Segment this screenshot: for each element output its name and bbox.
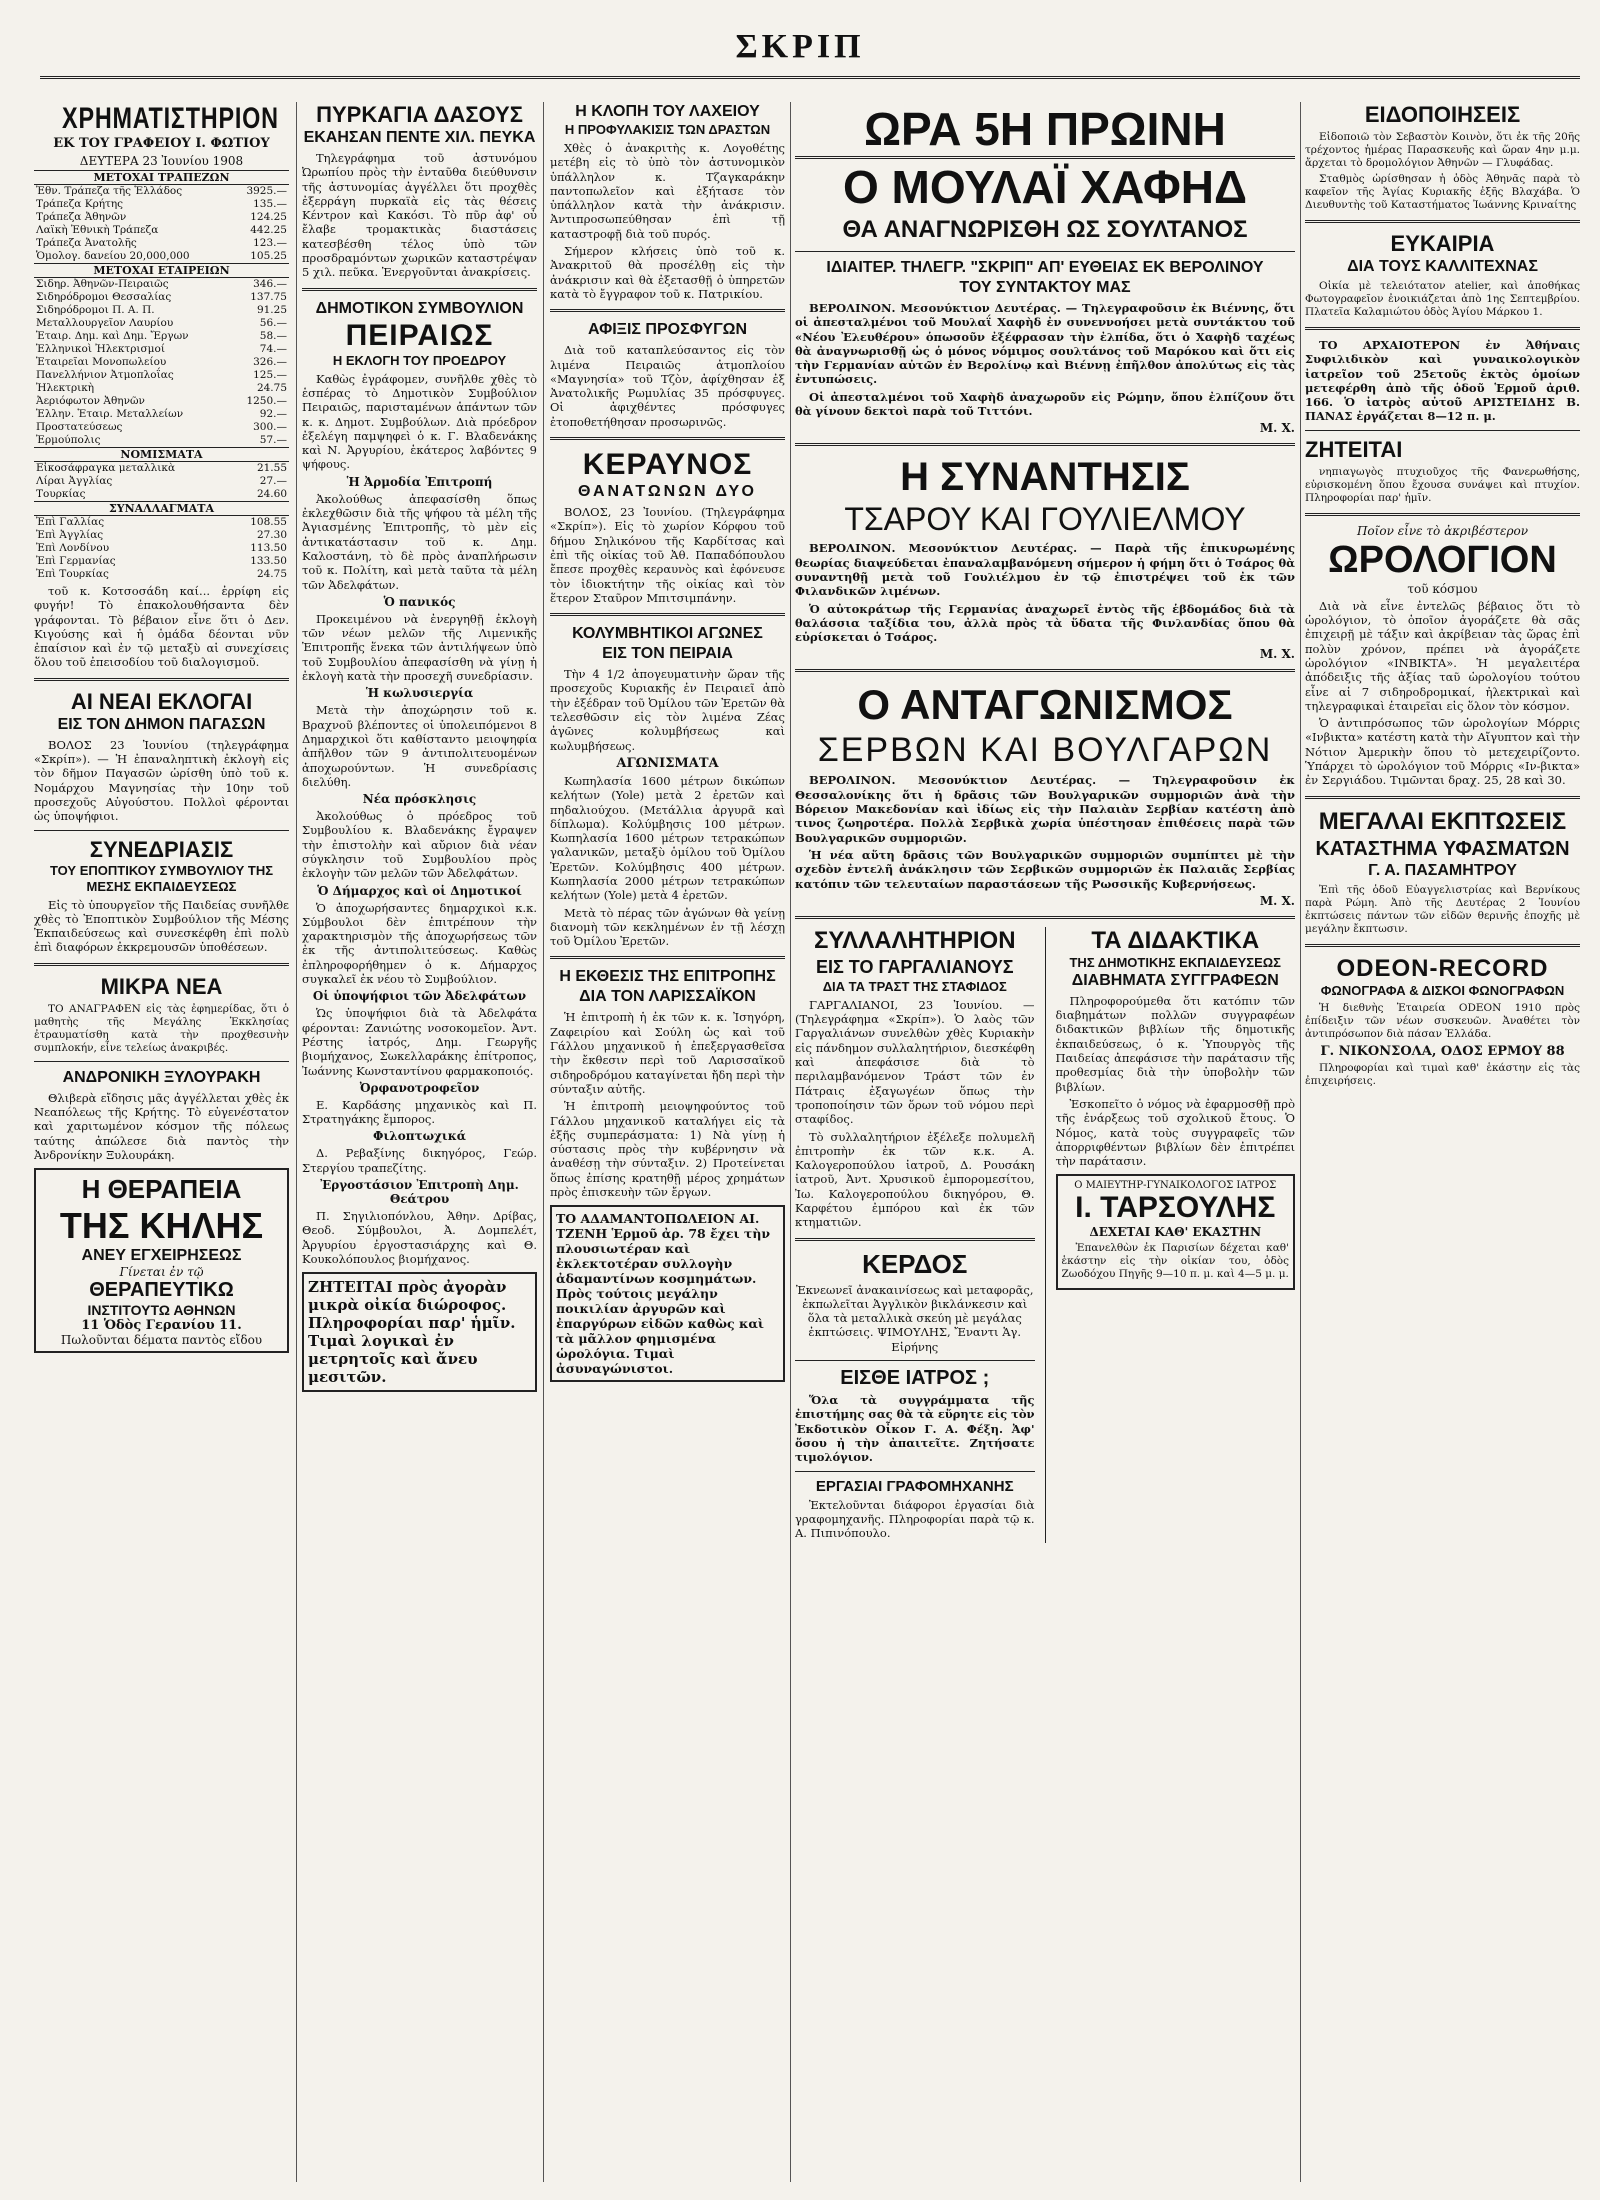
article-body: ΒΕΡΟΛΙΝΟΝ. Μεσονύκτιον Δευτέρας. — Τηλεγραφοῦσιν ἐκ Βιέννης, ὅτι οἱ ἀπεσταλμένοι τοῦ Μουλαΐ Χαφὴδ ἐν συνεννοήσει μετὰ συντάκτου τοῦ «Νέου Ἐλευθέρου» ὁπωσοῦν ἐξέφρασαν τὴν ἐλπίδα, ὅτι ὁ Χαφὴδ ταχέως θὰ ἀναγνωρισθῇ ὡς ὁ μόνος νόμιμος σουλτάνος τοῦ Μαρόκου καὶ ὅτι εἰς τὴν Γερμανίαν αὐτῶν ἐν Βερολίνῳ καὶ Βιέννῃ ἐπῆλθον ἀπολύτως εἰς τὰς ἐντυπώσεις.	[795, 301, 1295, 387]
stock-row	[34, 250, 289, 264]
article-body: Διὰ τοῦ καταπλεύσαντος εἰς τὸν λιμένα Πειραιῶς ἀτμοπλοίου «Μαγνησία» τοῦ Τζὸν, ἀφίχθησαν ἐξ Ἀνατολικῆς Ρωμυλίας 35 πρόσφυγες. Οἱ ἀφιχθέντες πρόσφυγες ἐτοποθετήθησαν προσωρινῶς.	[550, 343, 785, 429]
headline-fire: ΠΥΡΚΑΓΙΑ ΔΑΣΟΥΣ	[316, 102, 523, 127]
stock-name: Προστατεύσεως	[36, 421, 123, 433]
subhead-pion: Ποῖον εἶνε τὸ ἀκριβέστερον	[1356, 523, 1529, 538]
stock-name: Ἐπὶ Τουρκίας	[36, 568, 109, 580]
column-divider	[296, 102, 297, 2182]
stock-row	[34, 462, 289, 476]
subhead-rally: ΕΙΣ ΤΟ ΓΑΡΓΑΛΙΑΝΟΥΣ	[815, 956, 1014, 977]
headline-rally: ΣΥΛΛΑΛΗΤΗΡΙΟΝ	[813, 926, 1016, 954]
ad-line: 11 Ὁδὸς Γερανίου 11.	[81, 1318, 242, 1334]
article-body: Προκειμένου νὰ ἐνεργηθῇ ἐκλογὴ τῶν νέων μελῶν τῆς Λιμενικῆς Ἐπιτροπῆς ἕνεκα τῶν ἀντιλήψεων ὑπὸ τοῦ Συμβουλίου ἀπεφασίσθη νὰ γίνῃ ἡ ἐκλογὴ κατὰ τὴν προσεχῆ συνεδρίασιν.	[302, 611, 537, 684]
headline-andronikh: ΑΝΔΡΟΝΙΚΗ ΞΥΛΟΥΡΑΚΗ	[62, 1068, 261, 1086]
subhead-rologion: τοῦ κόσμου	[1407, 581, 1478, 596]
stock-row	[34, 317, 289, 330]
section-title: Ὀρφανοτροφεῖον	[359, 1080, 480, 1095]
article-body: ΒΟΛΟΣ 23 Ἰουνίου (τηλεγράφημα «Σκρίπ»). — Ἡ ἐπαναληπτικὴ ἐκλογὴ εἰς τὸν δῆμον Παγασῶν ὡρίσθη ὑπὸ τοῦ κ. Νομάρχου Μαγνησίας τὴν 10ην τοῦ προσεχοῦς Αὐγούστου. Πολλοὶ φέρονται ὡς ὑποψήφιοι.	[34, 737, 289, 824]
stock-row	[34, 211, 289, 224]
headline-dhmotikon: ΔΗΜΟΤΙΚΟΝ ΣΥΜΒΟΥΛΙΟΝ	[315, 299, 524, 317]
divider	[302, 288, 537, 291]
headline-theft: Η ΚΛΟΠΗ ΤΟΥ ΛΑΧΕΙΟΥ	[575, 103, 760, 120]
column-3	[550, 102, 785, 2182]
ad-iatros-title: ΕΙΣΘΕ ΙΑΤΡΟΣ ;	[840, 1367, 990, 1390]
ad-adamantopoleion: ΤΟ ΑΔΑΜΑΝΤΟΠΩΛΕΙΟΝ ΑΙ. ΤΖΕΝΗ Ἑρμοῦ ἀρ. 78 ἔχει τὴν πλουσιωτέραν καὶ ἐκλεκτοτέραν συλλογὴν ἀδαμαντίνων κοσμημάτων. Πρὸς τούτοις μεγάλην ποικιλίαν ἀργυρῶν καὶ ἐπαργύρων εἰδῶν καθὼς καὶ τὰ μᾶλλον φημισμένα ὡρολόγια. Τιμαὶ ἀσυναγώνιστοι.	[550, 1205, 785, 1382]
ad-kerdos-title: ΚΕΡΔΟΣ	[862, 1248, 968, 1279]
article-body: Δ. Ρεβαξίνης δικηγόρος, Γεώρ. Στεργίου τραπεζίτης.	[302, 1146, 537, 1175]
ad-grafo-body: Ἐκτελοῦνται διάφοροι ἐργασίαι διὰ γραφομηχανῆς. Πληροφορίαι παρὰ τῷ κ. Α. Πιπινόπουλο.	[795, 1497, 1035, 1541]
article-body: Εἰς τὸ ὑπουργεῖον τῆς Παιδείας συνῆλθε χθὲς τὸ Ἐποπτικὸν Συμβούλιον τῆς Μέσης Ἐκπαιδεύσεως καὶ συνεσκέφθη ἐπὶ πολὺ ἐπὶ διαφόρων ἐκκρεμουσῶν ὑποθέσεων.	[34, 897, 289, 955]
stock-name: Εἰκοσάφραγκα μεταλλικὰ	[36, 462, 176, 474]
column-divider	[543, 102, 544, 2182]
article-body: Ἀκολούθως ἀπεφασίσθη ὅπως ἐκλεχθῶσιν διὰ τῆς ψήφου τὰ μέλη τῆς Ἀγιασμένης Ἐπιτροπῆς, τὸ μὲν εἰς ἀντικατάστασιν τοῦ κ. Δημ. Καλοστάνη, τὸ δὲ πρὸς ἀναπλήρωσιν τοῦ κ. Πολίτη, καὶ μετὰ ταῦτα τὰ μέλη τῶν Ἀδελφάτων.	[302, 491, 537, 592]
stock-value: 58.—	[259, 330, 287, 342]
divider	[1305, 220, 1580, 223]
stock-value: 108.55	[250, 516, 287, 528]
article-body: Ὁ αὐτοκράτωρ τῆς Γερμανίας ἀναχωρεῖ ἐντὸς τῆς ἑβδομάδος διὰ τὰ θαλάσσια ταξίδια του, ἀλλὰ πρὸς τὰ ὕδατα τῆς Φινλανδίας ὅπου θὰ εὑρίσκεται ὁ Τσάρος.	[795, 601, 1295, 645]
stock-value: 24.75	[256, 568, 287, 580]
article-body: Μετὰ τὸ πέρας τῶν ἀγώνων θὰ γείνῃ διανομὴ τῶν κεκλημένων ἐν τῇ λέσχῃ τοῦ Ὀμίλου Ἐρετῶν.	[550, 905, 785, 949]
stock-name: Ἐπὶ Γαλλίας	[36, 516, 105, 528]
subhead-exchange: ΕΚ ΤΟΥ ΓΡΑΦΕΙΟΥ Ι. ΦΩΤΙΟΥ	[53, 136, 270, 151]
divider	[795, 669, 1295, 672]
headline-swim: ΚΟΛΥΜΒΗΤΙΚΟΙ ΑΓΩΝΕΣ	[572, 625, 763, 643]
stock-value: 56.—	[259, 317, 287, 329]
article-body: Τὴν 4 1/2 ἀπογευματινὴν ὥραν τῆς προσεχοῦς Κυριακῆς ἐν Πειραιεῖ ἀπὸ τὴν ἐξέδραν τοῦ Ὀμίλου τῶν Ἐρετῶν θὰ τελεσθῶσιν εἰς τὸν λιμένα Ζέας ἀγῶνες κολυμβήσεως καὶ κωλυμβήσεως.	[550, 667, 785, 753]
exchange-date: ΔΕΥΤΕΡΑ 23 Ἰουνίου 1908	[79, 154, 244, 168]
subhead-theft: Η ΠΡΟΦΥΛΑΚΙΣΙΣ ΤΩΝ ΔΡΑΣΤΩΝ	[564, 122, 771, 137]
stock-value: 21.55	[256, 462, 287, 474]
subhead-eukairia: ΔΙΑ ΤΟΥΣ ΚΑΛΛΙΤΕΧΝΑΣ	[1347, 258, 1538, 275]
ad-arxaioteron: ΤΟ ΑΡΧΑΙΟΤΕΡΟΝ ἐν Ἀθήναις Συφιλιδικὸν καὶ γυναικολογικὸν ἰατρεῖον τοῦ 25ετοῦς ἐκτὸς ὁμοίων μετεφέρθη ἀπὸ τῆς ὁδοῦ Ἑρμοῦ ἀριθ. 166. Ὁ ἰατρὸς αὐτοῦ ΑΡΙΣΤΕΙΔΗΣ Β. ΠΑΝΑΣ ἐργάζεται 8—12 π. μ.	[1305, 338, 1580, 424]
headline-didaktika: ΤΑ ΔΙΔΑΚΤΙΚΑ	[1091, 926, 1260, 954]
divider	[550, 309, 785, 312]
ad-kerdos-body: Ἐκνεωνεῖ ἀνακαινίσεως καὶ μεταφορᾶς, ἐκπωλεῖται Ἀγγλικὸν βικλάνκεσιν καὶ ὅλα τὰ μεταλλικὰ σκεύη μὲ μεγάλας ἐκπτώσεις. ΨΙΜΟΥΛΗΣ, Ἔναντι Ἁγ. Εἰρήνης	[796, 1282, 1034, 1354]
article-body: ΒΕΡΟΛΙΝΟΝ. Μεσονύκτιον Δευτέρας. — Παρὰ τῆς ἐπικυρωμένης θεωρίας διαψεύδεται ἐπαναλαμβανόμενη σήμερον ἡ φήμη ὅτι ὁ Τσάρος θὰ συναντηθῇ μετὰ τοῦ Γουλιέλμου ἐν τῷ ἐπιστρέψει τοῦ ἐκ τῶν Φιλανδικῶν λιμένων.	[795, 541, 1295, 599]
stock-name: Ἠλεκτρικὴ	[36, 382, 95, 394]
stock-name: Ἑλλην. Ἑταιρ. Μεταλλείων	[36, 408, 184, 420]
stock-row	[34, 395, 289, 408]
stock-name: Τράπεζα Κρήτης	[36, 198, 124, 210]
article-body: Χθὲς ὁ ἀνακριτὴς κ. Λογοθέτης μετέβη εἰς τὸ ὑπὸ τὸν ἀστυνομικὸν ὑπάλληλον κ. Τζαγκαράκην παντοπωλεῖον καὶ ἐξήτασε τὸν ὑπάλληλον κατὰ τὴν ἀνάκρισιν. Ἀντιπροσωπεύθησαν ἐπὶ τῇ καταστροφῇ διὰ τοῦ πυρός.	[550, 141, 785, 241]
article-body: Διὰ νὰ εἶνε ἐντελῶς βέβαιος ὅτι τὸ ὡρολόγιον, τὸ ὁποῖον ἀγοράζετε θὰ σᾶς ἐπιχειρῇ μὲ τάξιν καὶ ἀκρίβειαν τὰς ὥρας ἐπὶ πολὺν χρόνον, πρέπει νὰ ἀγοράζετε ὡρολόγιον «ΙΝΒΙΚΤΑ». Ἡ μεγαλειτέρα ἀπόδειξις τῆς ἀξίας ταῦ ὡρολογίου τούτου εἶνε αἱ 7 σιδηροδρομικαί, ἠλεκτρικαὶ καὶ τηλεγραφικαὶ ἑταιρεῖαι εἰς ὅλον τὸν κόσμον.	[1305, 598, 1580, 713]
stock-row	[34, 330, 289, 343]
article-body: ΒΕΡΟΛΙΝΟΝ. Μεσονύκτιον Δευτέρας. — Τηλεγραφοῦσιν ἐκ Θεσσαλονίκης ὅτι ἡ δρᾶσις τῶν Βουλγαρικῶν συμμοριῶν ἀνὰ τὴν Βόρειον Μακεδονίαν καὶ ἰδίως εἰς τὴν Παλαιὰν Σερβίαν κατέστη ἀπὸ τινος ζωηροτέρα. Πολλὰ Σερβικὰ χωρία ὑπέστησαν ἐπιθέσεις παρὰ τῶν Βουλγαρικῶν συμμοριῶν.	[795, 773, 1295, 845]
stock-value: 133.50	[250, 555, 287, 567]
stock-value: 27.—	[259, 475, 287, 487]
stock-row	[34, 185, 289, 199]
divider	[1305, 327, 1580, 330]
stock-table	[34, 170, 289, 581]
stock-name: Μεταλλουργεῖον Λαυρίου	[36, 317, 174, 329]
signature: Μ. Χ.	[1259, 647, 1295, 662]
article-body: Ἐπὶ τῆς ὁδοῦ Εὐαγγελιστρίας καὶ Βερνίκους παρὰ Ρώμη. Ἀπὸ τῆς Δευτέρας 2 Ἰουνίου ἐκπτώσεις πάντων τῶν εἰδῶν θερινῆς ἐποχῆς μὲ μεγάλην ἔκπτωσιν.	[1305, 883, 1580, 935]
headline-katastima: ΚΑΤΑΣΤΗΜΑ ΥΦΑΣΜΑΤΩΝ	[1315, 837, 1570, 860]
telegram-tag: ΤΟΥ ΣΥΝΤΑΚΤΟΥ ΜΑΣ	[959, 279, 1131, 296]
signature: Μ. Χ.	[1259, 893, 1295, 908]
article-body: Πληροφορίαι καὶ τιμαὶ καθ' ἑκάστην εἰς τὰς ἐπιχειρήσεις.	[1305, 1061, 1580, 1087]
divider	[795, 251, 1295, 252]
divider	[1305, 944, 1580, 947]
stock-value: 442.25	[250, 224, 287, 236]
subhead-ekthesis: ΔΙΑ ΤΟΝ ΛΑΡΙΣΣΑΪΚΟΝ	[579, 988, 756, 1006]
stock-name: Λίραι Ἀγγλίας	[36, 475, 113, 487]
stock-section-header	[34, 448, 289, 462]
section-title: Φιλοπτωχικά	[373, 1129, 466, 1144]
article-body: Ἡ ἐπιτροπὴ μειοψηφούντος τοῦ Γάλλου μηχανικοῦ καταλήγει εἰς τὰ ἑξῆς συμπεράσματα: 1) Νὰ γίνῃ ἡ σύστασις πρὸς τὴν κυβέρνησιν νὰ ἀναθέσῃ τὴν σύνταξιν. 2) Προτείνεται ὅπως ἐπίσης κρατηθῇ μέρος χρημάτων πρὸς ἐπισκευὴν τῶν ἔργων.	[550, 1099, 785, 1200]
headline-eukairia: ΕΥΚΑΙΡΙΑ	[1390, 231, 1495, 256]
sub-column-left	[795, 927, 1035, 1544]
ad-iatros-body: Ὅλα τὰ συγγράμματα τῆς ἐπιστήμης σας θὰ τὰ εὕρητε εἰς τὸν Ἐκδοτικὸν Οἶκον Γ. Α. Φέξη. Ἀφ' ὅσου ἠ τὴν ἀπαιτεῖτε. Ζητήσατε τιμολόγιον.	[795, 1393, 1035, 1465]
stock-name: Τράπεζα Ἀνατολῆς	[36, 237, 137, 249]
ad-line: Γίνεται ἐν τῷ	[119, 1265, 204, 1280]
stock-row	[34, 278, 289, 292]
stock-row	[34, 542, 289, 555]
article-body: Οἰκία μὲ τελειότατον atelier, καὶ ἀποθήκας Φωτογραφεῖον ἐνοικιάζεται ἀπὸ 1ης Σεπτεμβρίου. Πλατεῖα Καλαμιώτου ὁδὸς Ἁγίου Μάρκου 1.	[1305, 280, 1580, 318]
stock-row	[34, 237, 289, 250]
headline-meeting: Η ΣΥΝΑΝΤΗΣΙΣ	[900, 455, 1190, 500]
stock-name: Σιδηρόδρομοι Θεσσαλίας	[36, 291, 172, 303]
column-divider	[1300, 102, 1301, 2182]
stock-name: Ἑλληνικοὶ Ἠλεκτρισμοί	[36, 343, 165, 355]
divider	[34, 830, 289, 831]
stock-row	[34, 356, 289, 369]
stock-name: Τράπεζα Ἀθηνῶν	[36, 211, 127, 223]
headline-odeon: ODEON-RECORD	[1336, 954, 1549, 982]
stock-name: Σιδηρ. Ἀθηνῶν-Πειραιῶς	[36, 278, 169, 290]
stock-name: Πανελλήνιον Ἀτμοπλοΐας	[36, 369, 174, 381]
ad-line: Ι. ΤΑΡΣΟΥΛΗΣ	[1075, 1191, 1276, 1225]
stock-row	[34, 475, 289, 488]
article-body: Κωπηλασία 1600 μέτρων δικώπων κελήτων (Yole) μετὰ 2 ἐρετῶν καὶ πηδαλιούχου. (Μετάλλια ἀργυρᾶ καὶ δίπλωμα). Κολύμβησις 100 μέτρων. Κωπηλασία 1600 μέτρων τετρακώπων γαλανικῶν, μεταξὺ ὁμίλου τοῦ Ὀμίλου Ἐρετῶν. Κολύμβησις 400 μέτρων. Κωπηλασία 2000 μέτρων τετρακώπων κελήτων (Yole) μετὰ 4 ἐρετῶν.	[550, 773, 785, 903]
stock-value: 92.—	[259, 408, 287, 420]
headline-elections: ΑΙ ΝΕΑΙ ΕΚΛΟΓΑΙ	[70, 688, 253, 714]
divider	[795, 1238, 1035, 1241]
stock-name: Ἐπὶ Λονδίνου	[36, 542, 110, 554]
sub-column-right	[1045, 927, 1296, 1544]
article-body: Τὸ συλλαλητήριον ἐξέλεξε πολυμελῆ ἐπιτροπὴν ἐκ τῶν κ.κ. Α. Καλογεροπούλου ἰατροῦ, Δ. Ρουσάκη ἰατροῦ, Ἀντ. Χρυσικοῦ ἐμπορομεσίτου, Ἰω. Καλογεροπούλου δικηγόρου, Θ. Καρφέτου ἐμπόρου καὶ ἐκ τῶν κτηματιῶν.	[795, 1129, 1035, 1230]
article-body: Ε. Καρδάσης μηχανικὸς καὶ Π. Στρατηγάκης ἔμπορος.	[302, 1097, 537, 1127]
column-5	[1305, 102, 1580, 2182]
stock-row	[34, 421, 289, 434]
headline-ekthesis: Η ΕΚΘΕΣΙΣ ΤΗΣ ΕΠΙΤΡΟΠΗΣ	[559, 968, 776, 986]
divider	[1305, 513, 1580, 516]
stock-row	[34, 224, 289, 237]
masthead-title: ΣΚΡΙΠ	[735, 28, 865, 65]
masthead-rule	[40, 76, 1580, 79]
article-body: Θλιβερὰ εἴδησις μᾶς ἀγγέλλεται χθὲς ἐκ Νεαπόλεως τῆς Κρήτης. Τὸ εὐγενέστατον καὶ χαριτωμένον κόσμον τῆς πόλεως ταύτης ἀπώλεσε διὰ παντὸς τὴν Ἀνδρονίκην Ξυλουράκη.	[34, 1090, 289, 1162]
divider	[34, 678, 289, 681]
stock-name: Ἀεριόφωτον Ἀθηνῶν	[36, 395, 145, 407]
stock-name: Ὁμολογ. δανείου 20,000,000	[36, 250, 190, 262]
stock-value: 135.—	[253, 198, 287, 210]
headline-peiraiws: ΠΕΙΡΑΙΩΣ	[345, 318, 494, 352]
two-column-block	[795, 927, 1295, 1544]
section-title: ΑΓΩΝΙΣΜΑΤΑ	[616, 755, 719, 771]
stock-row	[34, 408, 289, 421]
divider	[795, 1360, 1035, 1361]
ad-line: ΙΝΣΤΙΤΟΥΤΩ ΑΘΗΝΩΝ	[87, 1302, 236, 1319]
stock-row	[34, 291, 289, 304]
ad-zhteitai: ΖΗΤΕΙΤΑΙ πρὸς ἀγορὰν μικρὰ οἰκία διώροφος. Πληροφορίαι παρ' ἡμῖν. Τιμαὶ λογικαὶ ἐν μετρητοῖς καὶ ἄνευ μεσιτῶν.	[302, 1272, 537, 1392]
stock-value: 346.—	[253, 278, 287, 290]
stock-row	[34, 382, 289, 395]
telegram-tag: ΙΔΙΑΙΤΕΡ. ΤΗΛΕΓΡ. "ΣΚΡΙΠ" ΑΠ' ΕΥΘΕΙΑΣ ΕΚ ΒΕΡΟΛΙΝΟΥ	[826, 259, 1264, 276]
ad-body: Ἐπανελθὼν ἐκ Παρισίων δέχεται καθ' ἑκάστην εἰς τὴν οἰκίαν του, ὁδὸς Ζωοδόχου Πηγῆς 9—10 π. μ. καὶ 4—5 μ. μ.	[1061, 1242, 1289, 1281]
section-title: Ἡ κωλυσιεργία	[365, 686, 474, 701]
stock-row	[34, 568, 289, 581]
divider	[795, 443, 1295, 446]
subhead-swim: ΕΙΣ ΤΟΝ ΠΕΙΡΑΙΑ	[602, 645, 733, 663]
subhead-katastima: Γ. Α. ΠΑΣΑΜΗΤΡΟΥ	[1368, 861, 1517, 879]
subhead-didaktika: ΤΗΣ ΔΗΜΟΤΙΚΗΣ ΕΚΠΑΙΔΕΥΣΕΩΣ	[1069, 954, 1281, 970]
stock-value: 113.50	[250, 542, 287, 554]
stock-value: 1250.—	[246, 395, 287, 407]
stock-value: 300.—	[253, 421, 287, 433]
headline-ekptwseis: ΜΕΓΑΛΑΙ ΕΚΠΤΩΣΕΙΣ	[1318, 807, 1567, 835]
article-body: Ἐσκοπεῖτο ὁ νόμος νὰ ἐφαρμοσθῇ πρὸ τῆς ἐνάρξεως τοῦ σχολικοῦ ἔτους. Ὁ Νόμος, κατὰ τοὺς συγγραφεῖς τῶν ἀπορριφθέντων βιβλίων δὲν ἐπιτρέπει τὴν παράτασιν.	[1055, 1096, 1295, 1169]
stock-value: 91.25	[256, 304, 287, 316]
stock-section-header	[34, 171, 289, 185]
stock-row	[34, 516, 289, 530]
stock-section-label: ΜΕΤΟΧΑΙ ΤΡΑΠΕΖΩΝ	[34, 171, 289, 185]
stock-value: 326.—	[253, 356, 287, 368]
stock-name: Σιδηρόδρομοι Π. Α. Π.	[36, 304, 155, 316]
section-title: Οἱ ὑποψήφιοι τῶν Ἀδελφάτων	[312, 989, 527, 1004]
article-body: Καθὼς ἐγράφομεν, συνῆλθε χθὲς τὸ ἑσπέρας τὸ Δημοτικὸν Συμβούλιον Πειραιῶς, παρισταμένων ἁπάντων τῶν κ. κ. Δημοτ. Συμβούλων. Διὰ πρόεδρον ἐξελέγη παμψηφεὶ ὁ κ. Γ. Βλαδενάκης καὶ Ν. Ἀργυρίου, ἑκάτερος λαβόντες 9 ψήφους.	[302, 371, 537, 472]
headline-eidop: ΕΙΔΟΠΟΙΗΣΕΙΣ	[1364, 102, 1521, 127]
subhead-ekloge: Η ΕΚΛΟΓΗ ΤΟΥ ΠΡΟΕΔΡΟΥ	[332, 352, 507, 368]
divider	[795, 1471, 1035, 1472]
ad-therapeia	[34, 1168, 289, 1353]
ad-line: Ο ΜΑΙΕΥΤΗΡ-ΓΥΝΑΙΚΟΛΟΓΟΣ ΙΑΤΡΟΣ	[1074, 1180, 1277, 1192]
stock-value: 125.—	[253, 369, 287, 381]
headline-antagonismos: Ο ΑΝΤΑΓΩΝΙΣΜΟΣ	[857, 681, 1233, 729]
headline-exchange: ΧΡΗΜΑΤΙΣΤΗΡΙΟΝ	[62, 102, 279, 135]
stock-section-label: ΝΟΜΙΣΜΑΤΑ	[34, 448, 289, 462]
divider	[34, 963, 289, 966]
divider	[34, 1061, 289, 1062]
stock-section-header	[34, 502, 289, 516]
headline-zhteitai: ΖΗΤΕΙΤΑΙ	[1305, 436, 1403, 462]
headline-council: ΣΥΝΕΔΡΙΑΣΙΣ	[89, 836, 234, 862]
divider	[795, 916, 1295, 919]
stock-value: 24.60	[256, 488, 287, 500]
stock-row	[34, 369, 289, 382]
column-4	[795, 102, 1295, 2182]
subhead-council: ΤΟΥ ΕΠΟΠΤΙΚΟΥ ΣΥΜΒΟΥΛΙΟΥ ΤΗΣ ΜΕΣΗΣ ΕΚΠΑΙΔΕΥΣΕΩΣ	[49, 862, 274, 894]
column-2	[302, 102, 537, 2182]
stock-name: Ἑταιρεῖαι Μονοπωλείου	[36, 356, 167, 368]
stock-name: Λαϊκὴ Ἐθνικὴ Τράπεζα	[36, 224, 159, 236]
stock-row	[34, 198, 289, 211]
headline-rologion: ΩΡΟΛΟΓΙΟΝ	[1328, 538, 1557, 581]
kicker-5am: ΩΡΑ 5Η ΠΡΩΙΝΗ	[795, 102, 1295, 159]
divider	[550, 956, 785, 959]
stock-name: Ἑταιρ. Δημ. καὶ Δημ. Ἔργων	[36, 330, 189, 342]
section-title: Ὁ πανικός	[383, 594, 456, 609]
article-body: ΒΟΛΟΣ, 23 Ἰουνίου. (Τηλεγράφημα «Σκρίπ»). Εἰς τὸ χωρίον Κόρφου τοῦ δήμου Σηλικόνου τῆς Καρδίτσας καὶ ἐπὶ τῆς οἰκίας τοῦ Ἀθ. Παπαδόπουλου ἔπεσε προχθὲς κεραυνὸς καὶ ἐφόνευσε τὸν ἰδιοκτήτην τῆς οἰκίας καὶ τὸν ἕτερον Σταῦρον Μπιτσιμπάνην.	[550, 505, 785, 605]
divider	[1305, 796, 1580, 799]
article-body: νηπιαγωγὸς πτυχιοῦχος τῆς Φανερωθήσης, εὑρισκομένη ὅπου ἔχουσα συνάψει καὶ πτυχίον. Πληροφορίαι παρ' ἡμῖν.	[1305, 465, 1580, 504]
stock-value: 24.75	[256, 382, 287, 394]
stock-row	[34, 434, 289, 448]
stock-name: Ἐρμούπολις	[36, 434, 101, 446]
stock-value: 137.75	[250, 291, 287, 303]
section-title: Ἡ Ἀρμοδία Ἐπιτροπή	[346, 474, 493, 489]
ad-line: ΘΕΡΑΠΕΥΤΙΚΩ	[89, 1279, 234, 1302]
ad-line: Η ΘΕΡΑΠΕΙΑ	[81, 1174, 242, 1205]
article-body: Ἡ νέα αὕτη δρᾶσις τῶν Βουλγαρικῶν συμμοριῶν συμπίπτει μὲ τὴν σχεδὸν ἐντελῆ ἀνάκλησιν τῶν Σερβικῶν συμμοριῶν ἐκ Παλαιᾶς Σερβίας κατόπιν τῶν τελευταίων παραστάσεων τῆς Ρωσσικῆς Κυβερνήσεως.	[795, 847, 1295, 891]
section-title: Νέα πρόσκλησις	[362, 792, 477, 807]
article-body: Ὡς ὑποψήφιοι διὰ τὰ Ἀδελφάτα φέρονται: Ζανιώτης νοσοκομεῖον. Ἀντ. Ρέστης ἰατρός, Δημ. Γεωργῆς βιομήχανος, Σωκελλαράκης ἐπίτροπος, Ἰωάννης Κωνσταντίνου φαρμακοποιός.	[302, 1006, 537, 1078]
odeon-address: Γ. ΝΙΚΟΝΣΟΛΑ, ΟΔΟΣ ΕΡΜΟΥ 88	[1320, 1043, 1565, 1059]
ad-line: ΑΝΕΥ ΕΓΧΕΙΡΗΣΕΩΣ	[81, 1247, 242, 1265]
ad-tarsoulis	[1056, 1174, 1296, 1290]
article-body: Μετὰ τὴν ἀποχώρησιν τοῦ κ. Βραχνοῦ βλέποντες οἱ ὑπολειπόμενοι 8 Δημαρχικοὶ ὅτι καθίσταντο μειοψηφία ἀπῆλθον τῶν 9 ἀντιπολιτευομένων ἀποχωρούντων. Ἡ συνεδρίασις διελύθη.	[302, 703, 537, 789]
section-title: Ἐργοστάσιον Ἐπιτροπὴ Δημ. Θεάτρου	[320, 1178, 519, 1207]
ad-line: Πωλοῦνται δέματα παντὸς εἴδου	[60, 1333, 263, 1348]
stock-value: 27.30	[256, 529, 287, 541]
subhead-didaktika-2: ΔΙΑΒΗΜΑΤΑ ΣΥΓΓΡΑΦΕΩΝ	[1071, 971, 1279, 989]
article-body: ΤΟ ΑΝΑΓΡΑΦΕΝ εἰς τὰς ἐφημερίδας, ὅτι ὁ μαθητὴς τῆς Μεγάλης Ἐκκλησίας ἐτραυματίσθη κατὰ τὴν προχθεσινὴν συμπλοκήν, εἶνε τελείως ἀνακριβές.	[34, 1002, 289, 1054]
stock-name: Ἐπὶ Γερμανίας	[36, 555, 116, 567]
stock-name: Ἐθν. Τράπεζα τῆς Ἑλλάδος	[36, 185, 183, 197]
stock-value: 105.25	[250, 250, 287, 262]
stock-row	[34, 529, 289, 542]
ad-line: ΔΕΧΕΤΑΙ ΚΑΘ' ΕΚΑΣΤΗΝ	[1089, 1225, 1262, 1240]
article-body: Ἡ ἐπιτροπὴ ἡ ἐκ τῶν κ. κ. Ἰσηγόρη, Ζαφειρίου καὶ Σούλη ὡς καὶ τοῦ Γάλλου μηχανικοῦ ἡ ἐπεξεργασθεῖσα τὴν ἔκθεσιν περὶ τοῦ Λαρισσαϊκοῦ σιδηροδρόμου καταγίνεται ἤδη περὶ τὴν σύνταξιν αὐτῆς.	[550, 1010, 785, 1096]
stock-value: 3925.—	[246, 185, 287, 197]
stock-row	[34, 555, 289, 568]
article-body: Ἡ διεθνὴς Ἑταιρεία ODEON 1910 πρὸς ἐπίδειξιν τῶν νέων συσκευῶν. Ἀναθέτει τὸν ἀντιπρόσωπον διὰ πάσαν Ἑλλάδα.	[1305, 1001, 1580, 1040]
stock-section-label: ΣΥΝΑΛΛΑΓΜΑΤΑ	[34, 502, 289, 516]
column-1	[34, 102, 289, 2182]
column-divider	[790, 102, 791, 2182]
newspaper-page	[20, 10, 1580, 2190]
article-body: Σήμερον κλήσεις ὑπὸ τοῦ κ. Ἀνακριτοῦ θὰ προσέλθῃ εἰς τὴν ἀνάκρισιν καὶ θὰ ἐξετασθῇ ὁ ὑπηρετῶν κατὰ τὸ ἔγγραφον τοῦ κ. Πατρικίου.	[550, 244, 785, 301]
article-body: ΓΑΡΓΑΛΙΑΝΟΙ, 23 Ἰουνίου. — (Τηλεγράφημα «Σκρίπ»). Ὁ λαὸς τῶν Γαργαλιάνων συνελθὼν χθὲς Κυριακὴν εἰς πάνδημον συλλαλητήριον, διεσκέφθη καὶ ἀπεφάσισε διὰ τὸ περιλαμβανόμενον Τράστ τῶν ἐν Πάτραις ἐξαγωγέων ὅπως τὴν τροποποίησιν τῶν ὅρων τοῦ νόμου περὶ σταφίδος.	[795, 997, 1035, 1127]
signature: Μ. Χ.	[1259, 421, 1295, 436]
subhead-fire: ΕΚΑΗΣΑΝ ΠΕΝΤΕ ΧΙΛ. ΠΕΥΚΑ	[303, 129, 536, 146]
stock-name: Τουρκίας	[36, 488, 86, 500]
stock-value: 123.—	[253, 237, 287, 249]
stock-section-label: ΜΕΤΟΧΑΙ ΕΤΑΙΡΕΙΩΝ	[34, 264, 289, 278]
divider	[550, 437, 785, 440]
article-body: Ὁ ἀποχωρήσαντες δημαρχικοὶ κ.κ. Σύμβουλοι δὲν ἐπιτρέπουν τὴν χαρακτηρισμὸν τῆς ἀποχωρήσεως τῶν ἐκ τῆς ἀντιπολιτεύσεως. Καθὼς ἐπληροφορήθημεν ὁ κ. Δήμαρχος συγκαλεῖ ἐκ νέου τὸ Συμβούλιον.	[302, 900, 537, 987]
stock-section-header	[34, 264, 289, 278]
divider	[550, 613, 785, 616]
headline-refugees: ΑΦΙΞΙΣ ΠΡΟΣΦΥΓΩΝ	[587, 321, 748, 339]
stock-row	[34, 304, 289, 317]
article-body: Π. Σηγιλιοπόνλου, Ἀθην. Δρίβας, Θεοδ. Σύμβουλοι, Ἀ. Δομπελέτ, Ἀργυρίου ἐργοστασιάρχης καὶ Θ. Κουκολόπουλος βιομήχανος.	[302, 1209, 537, 1266]
subhead-elections: ΕΙΣ ΤΟΝ ΔΗΜΟΝ ΠΑΓΑΣΩΝ	[57, 715, 266, 733]
subhead-rally-2: ΔΙΑ ΤΑ ΤΡΑΣΤ ΤΗΣ ΣΤΑΦΙΔΟΣ	[822, 978, 1007, 994]
section-title: Ὁ Δήμαρχος καὶ οἱ Δημοτικοί	[317, 883, 522, 898]
stock-value: 57.—	[259, 434, 287, 446]
article-body: Εἰδοποιῶ τὸν Σεβαστὸν Κοινὸν, ὅτι ἐκ τῆς 20ῆς τρέχοντος ἡμέρας Παρασκευῆς καὶ ὥραν 4ην μ.μ. ἄρχεται τὸ δρομολόγιον Ἀθηνῶν — Γλυφάδας.	[1305, 131, 1580, 169]
stock-name: Ἐπὶ Ἀγγλίας	[36, 529, 104, 541]
stock-row	[34, 343, 289, 356]
headline-mikra-nea: ΜΙΚΡΑ ΝΕΑ	[100, 973, 223, 999]
subhead-odeon: ΦΩΝΟΓΡΑΦΑ & ΔΙΣΚΟΙ ΦΩΝΟΓΡΑΦΩΝ	[1320, 982, 1565, 998]
subhead-moulay: ΘΑ ΑΝΑΓΝΩΡΙΣΘΗ ΩΣ ΣΟΥΛΤΑΝΟΣ	[842, 216, 1248, 243]
article-body: Ὁ ἀντιπρόσωπος τῶν ὡρολογίων Μόρρις «Ινβικτα» κατέστη κατὰ τὴν Αἴγυπτον καὶ τὴν Νότιον Ἀμερικὴν ὅπου τὸ μετεχειρίζοντο. Ὑπάρχει τὸ ὡρολόγιον τοῦ Μόρρις «Ιν-βικτα» ἐν Σεργιάδου. Τιμῶνται δραχ. 25, 28 καὶ 30.	[1305, 716, 1580, 788]
subhead-meeting: ΤΣΑΡΟΥ ΚΑΙ ΓΟΥΛΙΕΛΜΟΥ	[844, 501, 1246, 538]
article-fragment: τοῦ κ. Κοτσοσάδη καί... ἐρρίφη εἰς φυγήν! Τὸ ἐπακολουθήσαντα δὲν γράφονται. Τὸ βέβαιον εἶνε ὅτι ὁ Δεν. Κιγούσης καὶ ἡ ὁμάδα δέονται νῦν ἐπαίσιον καὶ ἐν τῷ μεταξὺ αἱ συνεχίσεις ὅλου τοῦ ἐπεισοδίου τοῦ διαλογισμοῦ.	[34, 584, 289, 670]
stock-value: 124.25	[250, 211, 287, 223]
divider	[1305, 430, 1580, 431]
stock-row	[34, 488, 289, 502]
masthead	[20, 10, 1580, 84]
subhead-antagonismos: ΣΕΡΒΩΝ ΚΑΙ ΒΟΥΛΓΑΡΩΝ	[817, 731, 1273, 770]
stock-value: 74.—	[259, 343, 287, 355]
article-body: Σταθμὸς ὡρίσθησαν ἡ ὁδὸς Ἀθηνᾶς παρὰ τὸ καφεῖον τῆς Ἁγίας Κυριακῆς ἐξῆς Βλαχάβα. Ὁ Διευθυντὴς τοῦ Καταστήματος Ἰωάννης Κριναίτης	[1305, 173, 1580, 211]
headline-keraunos: ΚΕΡΑΥΝΟΣ	[582, 448, 753, 482]
article-body: Πληροφορούμεθα ὅτι κατόπιν τῶν διαβημάτων πολλῶν συγγραφέων διδακτικῶν βιβλίων τῆς δημοτικῆς ἐκπαιδεύσεως, ὁ κ. Ὑπουργὸς τῆς Παιδείας ἀπεφάσισε τὴν παράτασιν τῆς προθεσμίας διὰ τὴν ὑποβολὴν τῶν βιβλίων.	[1055, 993, 1295, 1094]
article-body: Ἀκολούθως ὁ πρόεδρος τοῦ Συμβουλίου κ. Βλαδενάκης ἔγραψεν τὴν ἐπιστολὴν καὶ αὔριον διὰ νέαν σύγκλησιν τοῦ Συμβουλίου πρὸς ἐκλογὴν τῶν μελῶν τῶν Ἀδελφάτων.	[302, 809, 537, 881]
article-body: Τηλεγράφημα τοῦ ἀστυνόμου Ὠρωπίου πρὸς τὴν ἐνταῦθα διεύθυνσιν τῆς ἀστυνομίας ἀγγέλλει ὅτι προχθὲς ἐξερράγη πυρκαϊὰ εἰς τὰς θέσεις Κέντρον καὶ Κακόσι. Τὸ πῦρ ἀφ' οὗ ἔλαβε τρομακτικὰς διαστάσεις κατεσβέσθη τέλος ὑπὸ τῶν προσδραμόντων χωρικῶν καταστρέψαν 5 χιλ. πεῦκα. Ἐνεργοῦνται ἀνακρίσεις.	[302, 151, 537, 280]
article-body: Οἱ ἀπεσταλμένοι τοῦ Χαφὴδ ἀναχωροῦν εἰς Ρώμην, ὅπου ἐλπίζουν ὅτι θὰ γίνουν δεκτοὶ παρὰ τοῦ Τιττόνι.	[795, 389, 1295, 419]
ad-line: ΤΗΣ ΚΗΛΗΣ	[59, 1205, 264, 1247]
headline-moulay: Ο ΜΟΥΛΑΪ ΧΑΦΗΔ	[842, 161, 1248, 213]
ad-grafo-title: ΕΡΓΑΣΙΑΙ ΓΡΑΦΟΜΗΧΑΝΗΣ	[815, 1477, 1014, 1495]
subhead-keraunos: ΘΑΝΑΤΩΝΩΝ ΔΥΟ	[577, 483, 757, 501]
